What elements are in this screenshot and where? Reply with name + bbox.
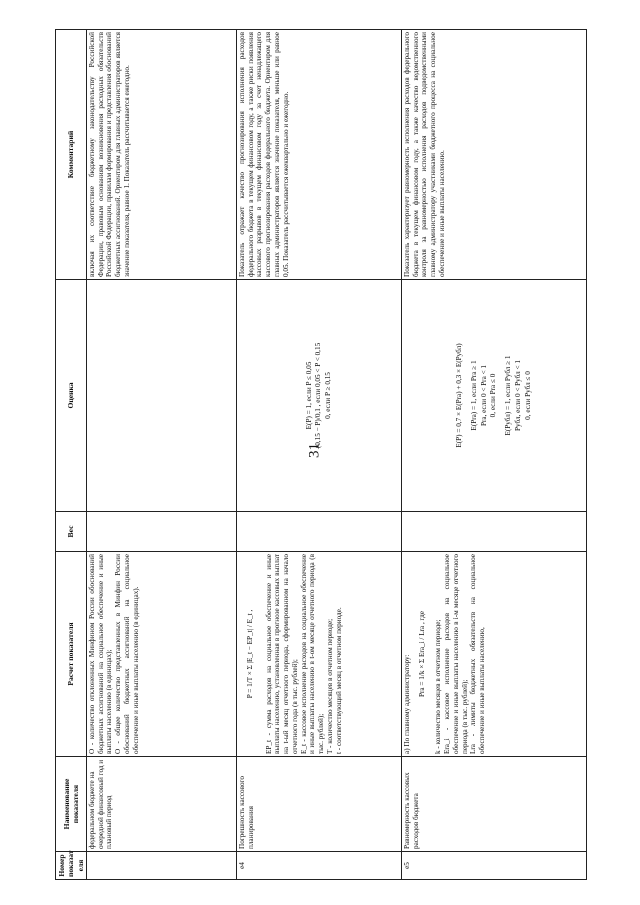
calc-line: E_t - кассовое исполнение расходов на социальное обеспечение и иные выплаты населению в t-ом месяце отчетного периода (в тыс. рублей); bbox=[299, 554, 326, 754]
table-row-continuation bbox=[86, 30, 236, 880]
cell-name: Равномерность кассовых расходов бюджета bbox=[401, 757, 586, 852]
score-line: (0,15 − P)/0,1 , если 0,05 < P < 0,15 bbox=[314, 342, 323, 449]
calc-line: О - общее количество представленных в Минфин России обоснований бюджетных ассигнований на социальное обеспечение и иные выплаты населению (в единицах). bbox=[114, 554, 140, 754]
cell-num: е5 bbox=[401, 852, 586, 880]
cell-calc bbox=[236, 552, 401, 757]
cell-score bbox=[401, 280, 586, 512]
calc-line: t - соответствующий месяц в отчетном периоде. bbox=[334, 607, 343, 754]
table-header-row bbox=[56, 30, 87, 880]
cell-comment bbox=[86, 30, 236, 280]
cell-weight bbox=[236, 512, 401, 552]
cell-score bbox=[86, 280, 236, 512]
rotated-table-sheet bbox=[55, 30, 585, 880]
comment-text: Показатель отражает качество прогнозирования исполнения расходов федерального бюджета в текущем финансовом году, а также риски появления кассовых разрывов в текущем финансовом году за счет ненадлежащего кассового прогнозирования расходов федерального бюджета. Ориентиром для главных администраторов является значение показателя, меньше или равное 0,05. Показатель рассчитывается ежеквартально и ежегодно. bbox=[237, 32, 290, 277]
header-num: Номер показат еля bbox=[56, 852, 87, 880]
calc-line: Lra - лимиты бюджетных обязательств на социальное обеспечение и иные выплаты населению, bbox=[469, 554, 487, 754]
calc-formula: P = 1/T × Σ |E_t − EP_t| / E_t , bbox=[245, 609, 254, 699]
calc-line: EP_t - сумма расходов на социальное обеспечение и иные выплаты населению, установленная в прогнозе кассовых выплат на t-ый месяц отчетного периода, сформированном на начало отчетного года (в тыс. рублей); bbox=[264, 554, 299, 754]
cell-comment bbox=[401, 30, 586, 280]
score-line: E(Рубл) = 1, если Рубл ≥ 1 bbox=[504, 355, 513, 436]
calc-line: k - количество месяцев в отчетном периоде; bbox=[434, 619, 443, 754]
score-line: 0, если Pra ≤ 0 bbox=[489, 373, 498, 418]
cell-calc bbox=[86, 552, 236, 757]
calc-line: О - количество отклоненных Минфином России обоснований бюджетных ассигнований на социальное обеспечение и иные выплаты населению (в единицах); bbox=[87, 554, 114, 754]
calc-formula: Pra = 1/k × Σ Era_i / Lra , где bbox=[417, 611, 426, 697]
score-line: E(Pra) = 1, если Pra ≥ 1 bbox=[469, 360, 478, 431]
cell-name: Погрешность кассового планирования bbox=[236, 757, 401, 852]
cell-num: е4 bbox=[236, 852, 401, 880]
calc-head: а) По главному администратору: bbox=[402, 654, 411, 754]
cell-calc bbox=[401, 552, 586, 757]
cell-score bbox=[236, 280, 401, 512]
header-calc: Расчет показателя bbox=[56, 552, 87, 757]
comment-text: Показатель характеризует равномерность исполнения расходов федерального бюджета в текущем финансовом году, а также качество ведомственного контроля за равномерностью исполнения расходов подведомственными главному администратору участниками бюджетного процесса на социальное обеспечение и иные выплаты населению. bbox=[402, 32, 446, 277]
cell-name: федеральном бюджете на очередной финансовый год и плановый период bbox=[86, 757, 236, 852]
header-name: Наименование показателя bbox=[56, 757, 87, 852]
table-row-e5 bbox=[401, 30, 586, 880]
score-line: E(P) = 0,7 × E(Pra) + 0,3 × E(Рубл) bbox=[455, 343, 464, 448]
cell-num bbox=[86, 852, 236, 880]
score-line: Рубл, если 0 < Рубл < 1 bbox=[513, 360, 522, 431]
indicators-table bbox=[55, 29, 587, 880]
cell-weight bbox=[401, 512, 586, 552]
table-row-e4 bbox=[236, 30, 401, 880]
cell-comment bbox=[236, 30, 401, 280]
header-comment: Комментарий bbox=[56, 30, 87, 280]
calc-line: T - количество месяцев в отчетном периоде; bbox=[326, 618, 334, 754]
score-line: 0, если Рубл ≤ 0 bbox=[523, 371, 532, 420]
comment-text: включая их соответствие бюджетному законодательству Российской Федерации, правовым основаниям возникновения расходных обязательств Российской Федерации, правилам формирования и представления обоснований бюджетных ассигнований. Ориентиром для главных администраторов является значение показателя, равное 1. Показатель рассчитывается ежегодно. bbox=[87, 32, 131, 277]
header-score: Оценка bbox=[56, 280, 87, 512]
score-line: Pra, если 0 < Pra < 1 bbox=[479, 364, 488, 427]
page-number: 31 bbox=[306, 443, 323, 458]
score-line: E(P) = 1, если P ≤ 0,05 bbox=[304, 361, 313, 430]
calc-line: Era_i - кассовое исполнение расходов на социальное обеспечение и иные выплаты населению в i-м месяце отчетного периода (в тыс. рублей); bbox=[443, 554, 469, 754]
header-weight: Вес bbox=[56, 512, 87, 552]
cell-weight bbox=[86, 512, 236, 552]
score-line: 0, если P ≥ 0,15 bbox=[324, 372, 333, 419]
